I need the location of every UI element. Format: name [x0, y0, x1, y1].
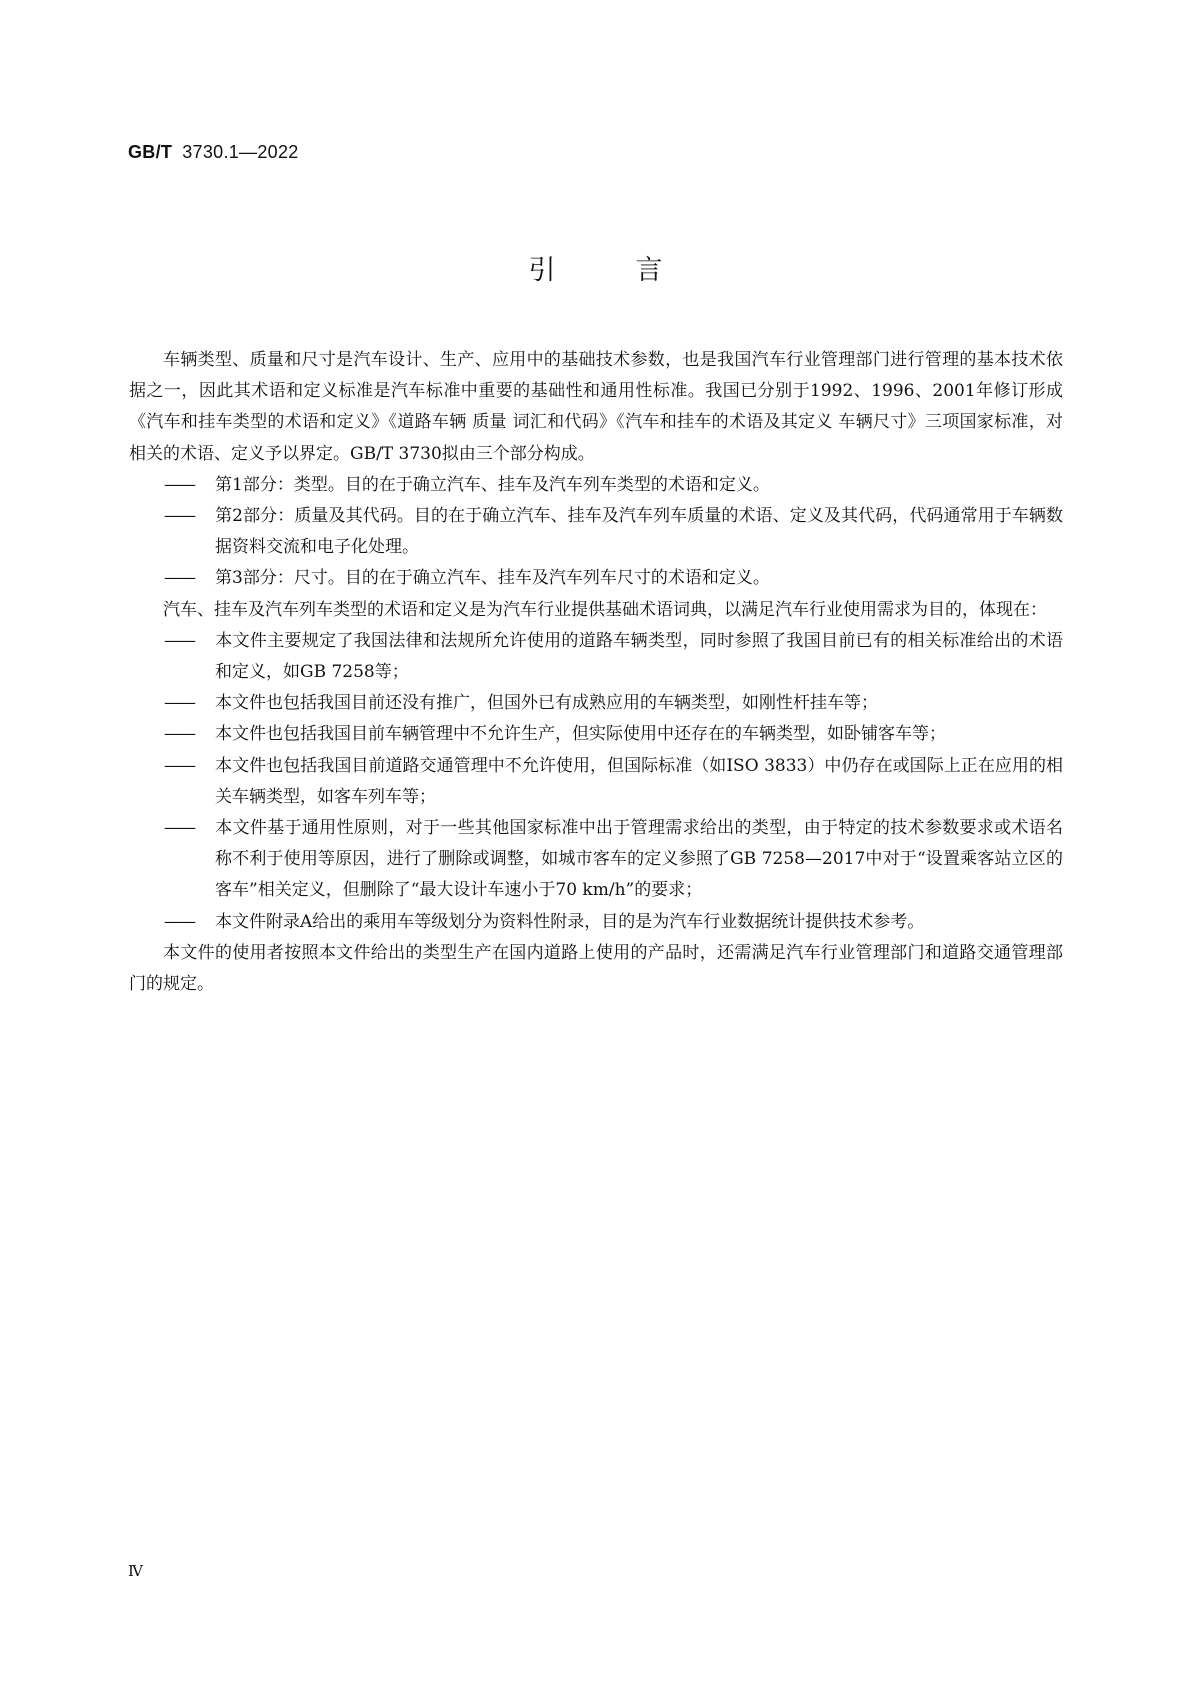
aspect-list-item — [129, 751, 1063, 813]
list-dash: —— — [164, 474, 194, 495]
aspect-list-item — [129, 626, 1063, 688]
list-dash: —— — [164, 568, 194, 589]
part-list-item — [129, 563, 1063, 594]
standard-prefix: GB/T — [128, 142, 173, 162]
part-list-item — [129, 501, 1063, 563]
part-text: 第2部分：质量及其代码。目的在于确立汽车、挂车及汽车列车质量的术语、定义及其代码，代码通常用于车辆数据资料交流和电子化处理。 — [215, 506, 1063, 558]
aspect-list-item — [129, 688, 1063, 719]
standard-number: 3730.1—2022 — [182, 142, 299, 162]
aspect-text: 本文件基于通用性原则，对于一些其他国家标准中出于管理需求给出的类型，由于特定的技术参数要求或术语名称不利于使用等原因，进行了删除或调整，如城市客车的定义参照了GB 7258—2017中对于“设置乘客站立区的客车”相关定义，但删除了“最大设计车速小于70 km/h”的要求； — [215, 818, 1063, 901]
list-dash: —— — [164, 724, 194, 745]
document-code — [128, 142, 299, 163]
aspect-list-item — [129, 719, 1063, 750]
page-title: 引言 — [528, 255, 743, 286]
aspect-text: 本文件也包括我国目前车辆管理中不允许生产，但实际使用中还存在的车辆类型，如卧铺客车等； — [215, 724, 946, 745]
aspect-text: 本文件主要规定了我国法律和法规所允许使用的道路车辆类型，同时参照了我国目前已有的相关标准给出的术语和定义，如GB 7258等； — [215, 630, 1063, 683]
introduction-body — [129, 345, 1063, 1000]
aspect-text: 本文件也包括我国目前道路交通管理中不允许使用，但国际标准（如ISO 3833）中仍存在或国际上正在应用的相关车辆类型，如客车列车等； — [215, 755, 1063, 807]
intro-paragraph: 车辆类型、质量和尺寸是汽车设计、生产、应用中的基础技术参数，也是我国汽车行业管理部门进行管理的基本技术依据之一，因此其术语和定义标准是汽车标准中重要的基础性和通用性标准。我国已分别于1992、1996、2001年修订形成《汽车和挂车类型的术语和定义》《道路车辆 质量 词汇和代码》《汽车和挂车的术语及其定义 车辆尺寸》三项国家标准，对相关的术语、定义予以界定。GB/T 3730拟由三个部分构成。 — [129, 350, 1063, 464]
purpose-paragraph: 汽车、挂车及汽车列车类型的术语和定义是为汽车行业提供基础术语词典，以满足汽车行业使用需求为目的，体现在： — [163, 599, 1047, 620]
aspect-text: 本文件附录A给出的乘用车等级划分为资料性附录，目的是为汽车行业数据统计提供技术参考。 — [215, 911, 925, 932]
list-dash: —— — [164, 818, 194, 839]
page-number: Ⅳ — [128, 1562, 143, 1580]
aspect-list-item — [129, 813, 1063, 907]
closing-paragraph: 本文件的使用者按照本文件给出的类型生产在国内道路上使用的产品时，还需满足汽车行业管理部门和道路交通管理部门的规定。 — [129, 942, 1063, 995]
part-text: 第3部分：尺寸。目的在于确立汽车、挂车及汽车列车尺寸的术语和定义。 — [215, 568, 770, 589]
list-dash: —— — [164, 506, 194, 527]
list-dash: —— — [164, 630, 194, 651]
aspect-list-item — [129, 907, 1063, 938]
part-text: 第1部分：类型。目的在于确立汽车、挂车及汽车列车类型的术语和定义。 — [215, 474, 770, 495]
list-dash: —— — [164, 911, 194, 932]
list-dash: —— — [164, 755, 194, 776]
list-dash: —— — [164, 693, 194, 714]
aspect-text: 本文件也包括我国目前还没有推广，但国外已有成熟应用的车辆类型，如刚性杆挂车等； — [215, 693, 878, 714]
part-list-item — [129, 470, 1063, 501]
